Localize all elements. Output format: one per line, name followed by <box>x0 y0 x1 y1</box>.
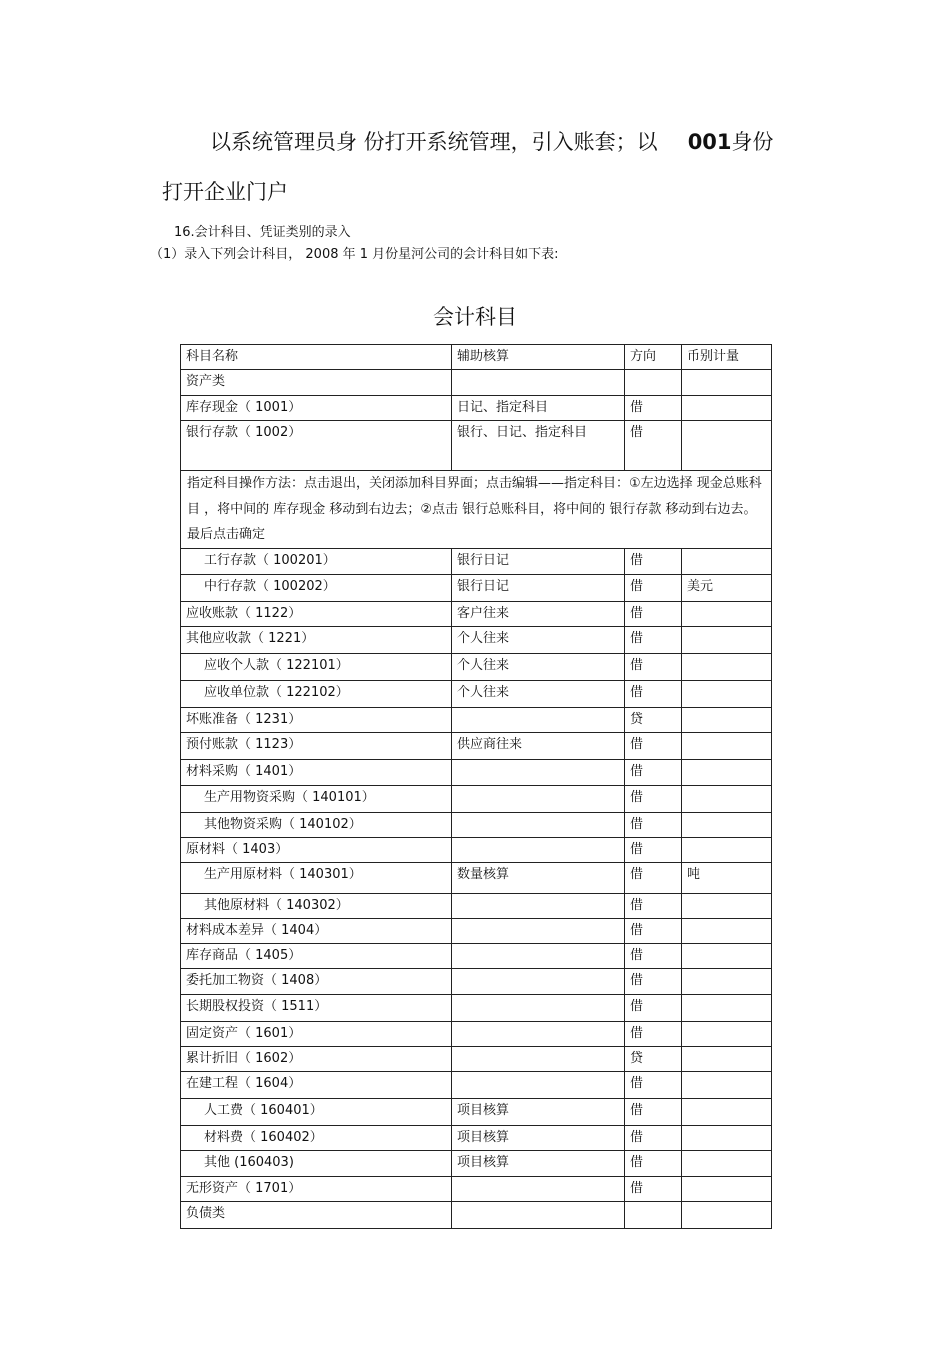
account-name-cell: 其他物资采购（ 140102） <box>181 812 452 837</box>
table-row <box>181 421 772 471</box>
header-auxiliary: 辅助核算 <box>452 345 625 370</box>
auxiliary-cell: 日记、指定科目 <box>452 396 625 421</box>
table-note-row <box>181 471 772 549</box>
currency-cell <box>682 759 772 785</box>
auxiliary-cell <box>452 994 625 1021</box>
currency-cell <box>682 396 772 421</box>
table-row <box>181 918 772 943</box>
direction-cell <box>625 1201 682 1228</box>
header-direction: 方向 <box>625 345 682 370</box>
auxiliary-cell: 个人往来 <box>452 626 625 653</box>
currency-cell <box>682 1071 772 1098</box>
intro-line-2: 打开企业门户 <box>162 180 288 204</box>
table-row <box>181 837 772 862</box>
table-row <box>181 574 772 601</box>
auxiliary-cell <box>452 1071 625 1098</box>
currency-cell <box>682 1098 772 1125</box>
table-row <box>181 370 772 396</box>
currency-cell <box>682 1176 772 1201</box>
direction-cell: 借 <box>625 785 682 812</box>
currency-cell <box>682 994 772 1021</box>
table-row <box>181 785 772 812</box>
table-row <box>181 812 772 837</box>
currency-cell: 美元 <box>682 574 772 601</box>
auxiliary-cell: 数量核算 <box>452 862 625 893</box>
account-name-cell: 中行存款（ 100202） <box>181 574 452 601</box>
table-row <box>181 548 772 574</box>
currency-cell <box>682 1046 772 1071</box>
account-name-cell: 无形资产（ 1701） <box>181 1176 452 1201</box>
currency-cell <box>682 601 772 626</box>
account-name-cell: 银行存款（ 1002） <box>181 421 452 471</box>
currency-cell <box>682 1021 772 1046</box>
intro-line-1 <box>210 126 774 156</box>
intro-text-a: 以系统管理员身 份打开系统管理，引入账套；以 <box>210 130 658 154</box>
currency-cell <box>682 837 772 862</box>
direction-cell: 借 <box>625 548 682 574</box>
account-name-cell: 材料费（ 160402） <box>181 1125 452 1150</box>
currency-cell <box>682 421 772 471</box>
account-name-cell: 库存现金（ 1001） <box>181 396 452 421</box>
account-name-cell: 其他应收款（ 1221） <box>181 626 452 653</box>
account-name-cell: 应收单位款（ 122102） <box>181 680 452 707</box>
account-name-cell: 累计折旧（ 1602） <box>181 1046 452 1071</box>
direction-cell: 借 <box>625 421 682 471</box>
auxiliary-cell: 供应商往来 <box>452 732 625 759</box>
direction-cell: 借 <box>625 1098 682 1125</box>
table-row <box>181 893 772 918</box>
table-row <box>181 1071 772 1098</box>
table-row <box>181 653 772 680</box>
auxiliary-cell <box>452 1046 625 1071</box>
direction-cell: 借 <box>625 1021 682 1046</box>
account-name-cell: 材料成本差异（ 1404） <box>181 918 452 943</box>
auxiliary-cell: 个人往来 <box>452 653 625 680</box>
auxiliary-cell <box>452 918 625 943</box>
direction-cell: 借 <box>625 918 682 943</box>
direction-cell: 借 <box>625 574 682 601</box>
currency-cell <box>682 812 772 837</box>
currency-cell <box>682 653 772 680</box>
table-row <box>181 968 772 994</box>
currency-cell <box>682 680 772 707</box>
currency-cell <box>682 968 772 994</box>
direction-cell: 借 <box>625 943 682 968</box>
section-heading: 16.会计科目、凭证类别的录入 <box>174 225 351 240</box>
account-name-cell: 委托加工物资（ 1408） <box>181 968 452 994</box>
account-name-cell: 应收个人款（ 122101） <box>181 653 452 680</box>
direction-cell: 借 <box>625 812 682 837</box>
direction-cell: 借 <box>625 994 682 1021</box>
currency-cell <box>682 893 772 918</box>
accounts-table <box>180 344 772 1229</box>
intro-bold-id: 001 <box>687 130 732 154</box>
currency-cell <box>682 943 772 968</box>
direction-cell: 借 <box>625 893 682 918</box>
table-row <box>181 707 772 732</box>
currency-cell <box>682 370 772 396</box>
intro-text-b: 身份 <box>731 130 774 154</box>
table-row <box>181 680 772 707</box>
auxiliary-cell <box>452 943 625 968</box>
account-name-cell: 生产用物资采购（ 140101） <box>181 785 452 812</box>
account-name-cell: 生产用原材料（ 140301） <box>181 862 452 893</box>
account-name-cell: 应收账款（ 1122） <box>181 601 452 626</box>
direction-cell <box>625 370 682 396</box>
direction-cell: 借 <box>625 1125 682 1150</box>
account-name-cell: 其他 (160403) <box>181 1150 452 1176</box>
currency-cell <box>682 785 772 812</box>
account-name-cell: 材料采购（ 1401） <box>181 759 452 785</box>
account-name-cell: 库存商品（ 1405） <box>181 943 452 968</box>
direction-cell: 借 <box>625 653 682 680</box>
auxiliary-cell <box>452 785 625 812</box>
currency-cell <box>682 1201 772 1228</box>
table-row <box>181 626 772 653</box>
direction-cell: 借 <box>625 626 682 653</box>
auxiliary-cell <box>452 837 625 862</box>
direction-cell: 借 <box>625 1176 682 1201</box>
currency-cell <box>682 1125 772 1150</box>
account-name-cell: 工行存款（ 100201） <box>181 548 452 574</box>
table-row <box>181 862 772 893</box>
auxiliary-cell <box>452 370 625 396</box>
account-name-cell: 在建工程（ 1604） <box>181 1071 452 1098</box>
direction-cell: 借 <box>625 759 682 785</box>
auxiliary-cell <box>452 812 625 837</box>
direction-cell: 贷 <box>625 707 682 732</box>
account-name-cell: 资产类 <box>181 370 452 396</box>
table-row <box>181 1201 772 1228</box>
account-name-cell: 其他原材料（ 140302） <box>181 893 452 918</box>
direction-cell: 贷 <box>625 1046 682 1071</box>
currency-cell <box>682 548 772 574</box>
table-row <box>181 994 772 1021</box>
account-name-cell: 预付账款（ 1123） <box>181 732 452 759</box>
table-row <box>181 1098 772 1125</box>
direction-cell: 借 <box>625 1071 682 1098</box>
auxiliary-cell <box>452 707 625 732</box>
table-row <box>181 601 772 626</box>
account-name-cell: 人工费（ 160401） <box>181 1098 452 1125</box>
currency-cell: 吨 <box>682 862 772 893</box>
auxiliary-cell: 项目核算 <box>452 1150 625 1176</box>
table-row <box>181 1150 772 1176</box>
currency-cell <box>682 1150 772 1176</box>
account-name-cell: 固定资产（ 1601） <box>181 1021 452 1046</box>
auxiliary-cell <box>452 1176 625 1201</box>
auxiliary-cell <box>452 893 625 918</box>
direction-cell: 借 <box>625 680 682 707</box>
auxiliary-cell: 客户往来 <box>452 601 625 626</box>
account-name-cell: 坏账准备（ 1231） <box>181 707 452 732</box>
currency-cell <box>682 707 772 732</box>
direction-cell: 借 <box>625 862 682 893</box>
direction-cell: 借 <box>625 837 682 862</box>
header-currency: 币别计量 <box>682 345 772 370</box>
table-title: 会计科目 <box>433 305 517 329</box>
auxiliary-cell: 银行日记 <box>452 548 625 574</box>
auxiliary-cell <box>452 1021 625 1046</box>
direction-cell: 借 <box>625 968 682 994</box>
direction-cell: 借 <box>625 601 682 626</box>
table-row <box>181 943 772 968</box>
table-row <box>181 1125 772 1150</box>
note-cell: 指定科目操作方法：点击退出，关闭添加科目界面；点击编辑——指定科目：①左边选择 现金总账科目 ，将中间的 库存现金 移动到右边去；②点击 银行总账科目，将中间的 银行存款 移动到右边去。最后点击确定 <box>181 471 772 549</box>
auxiliary-cell <box>452 1201 625 1228</box>
direction-cell: 借 <box>625 396 682 421</box>
auxiliary-cell: 银行日记 <box>452 574 625 601</box>
table-header-row <box>181 345 772 370</box>
auxiliary-cell: 项目核算 <box>452 1098 625 1125</box>
table-row <box>181 759 772 785</box>
section-subheading: （1）录入下列会计科目， 2008 年 1 月份星河公司的会计科目如下表: <box>150 247 559 262</box>
auxiliary-cell <box>452 968 625 994</box>
direction-cell: 借 <box>625 1150 682 1176</box>
currency-cell <box>682 732 772 759</box>
account-name-cell: 负债类 <box>181 1201 452 1228</box>
account-name-cell: 原材料（ 1403） <box>181 837 452 862</box>
auxiliary-cell: 项目核算 <box>452 1125 625 1150</box>
currency-cell <box>682 626 772 653</box>
account-name-cell: 长期股权投资（ 1511） <box>181 994 452 1021</box>
currency-cell <box>682 918 772 943</box>
table-row <box>181 1046 772 1071</box>
auxiliary-cell: 银行、日记、指定科目 <box>452 421 625 471</box>
table-row <box>181 1021 772 1046</box>
auxiliary-cell: 个人往来 <box>452 680 625 707</box>
table-row <box>181 1176 772 1201</box>
header-account-name: 科目名称 <box>181 345 452 370</box>
table-row <box>181 732 772 759</box>
table-row <box>181 396 772 421</box>
auxiliary-cell <box>452 759 625 785</box>
direction-cell: 借 <box>625 732 682 759</box>
